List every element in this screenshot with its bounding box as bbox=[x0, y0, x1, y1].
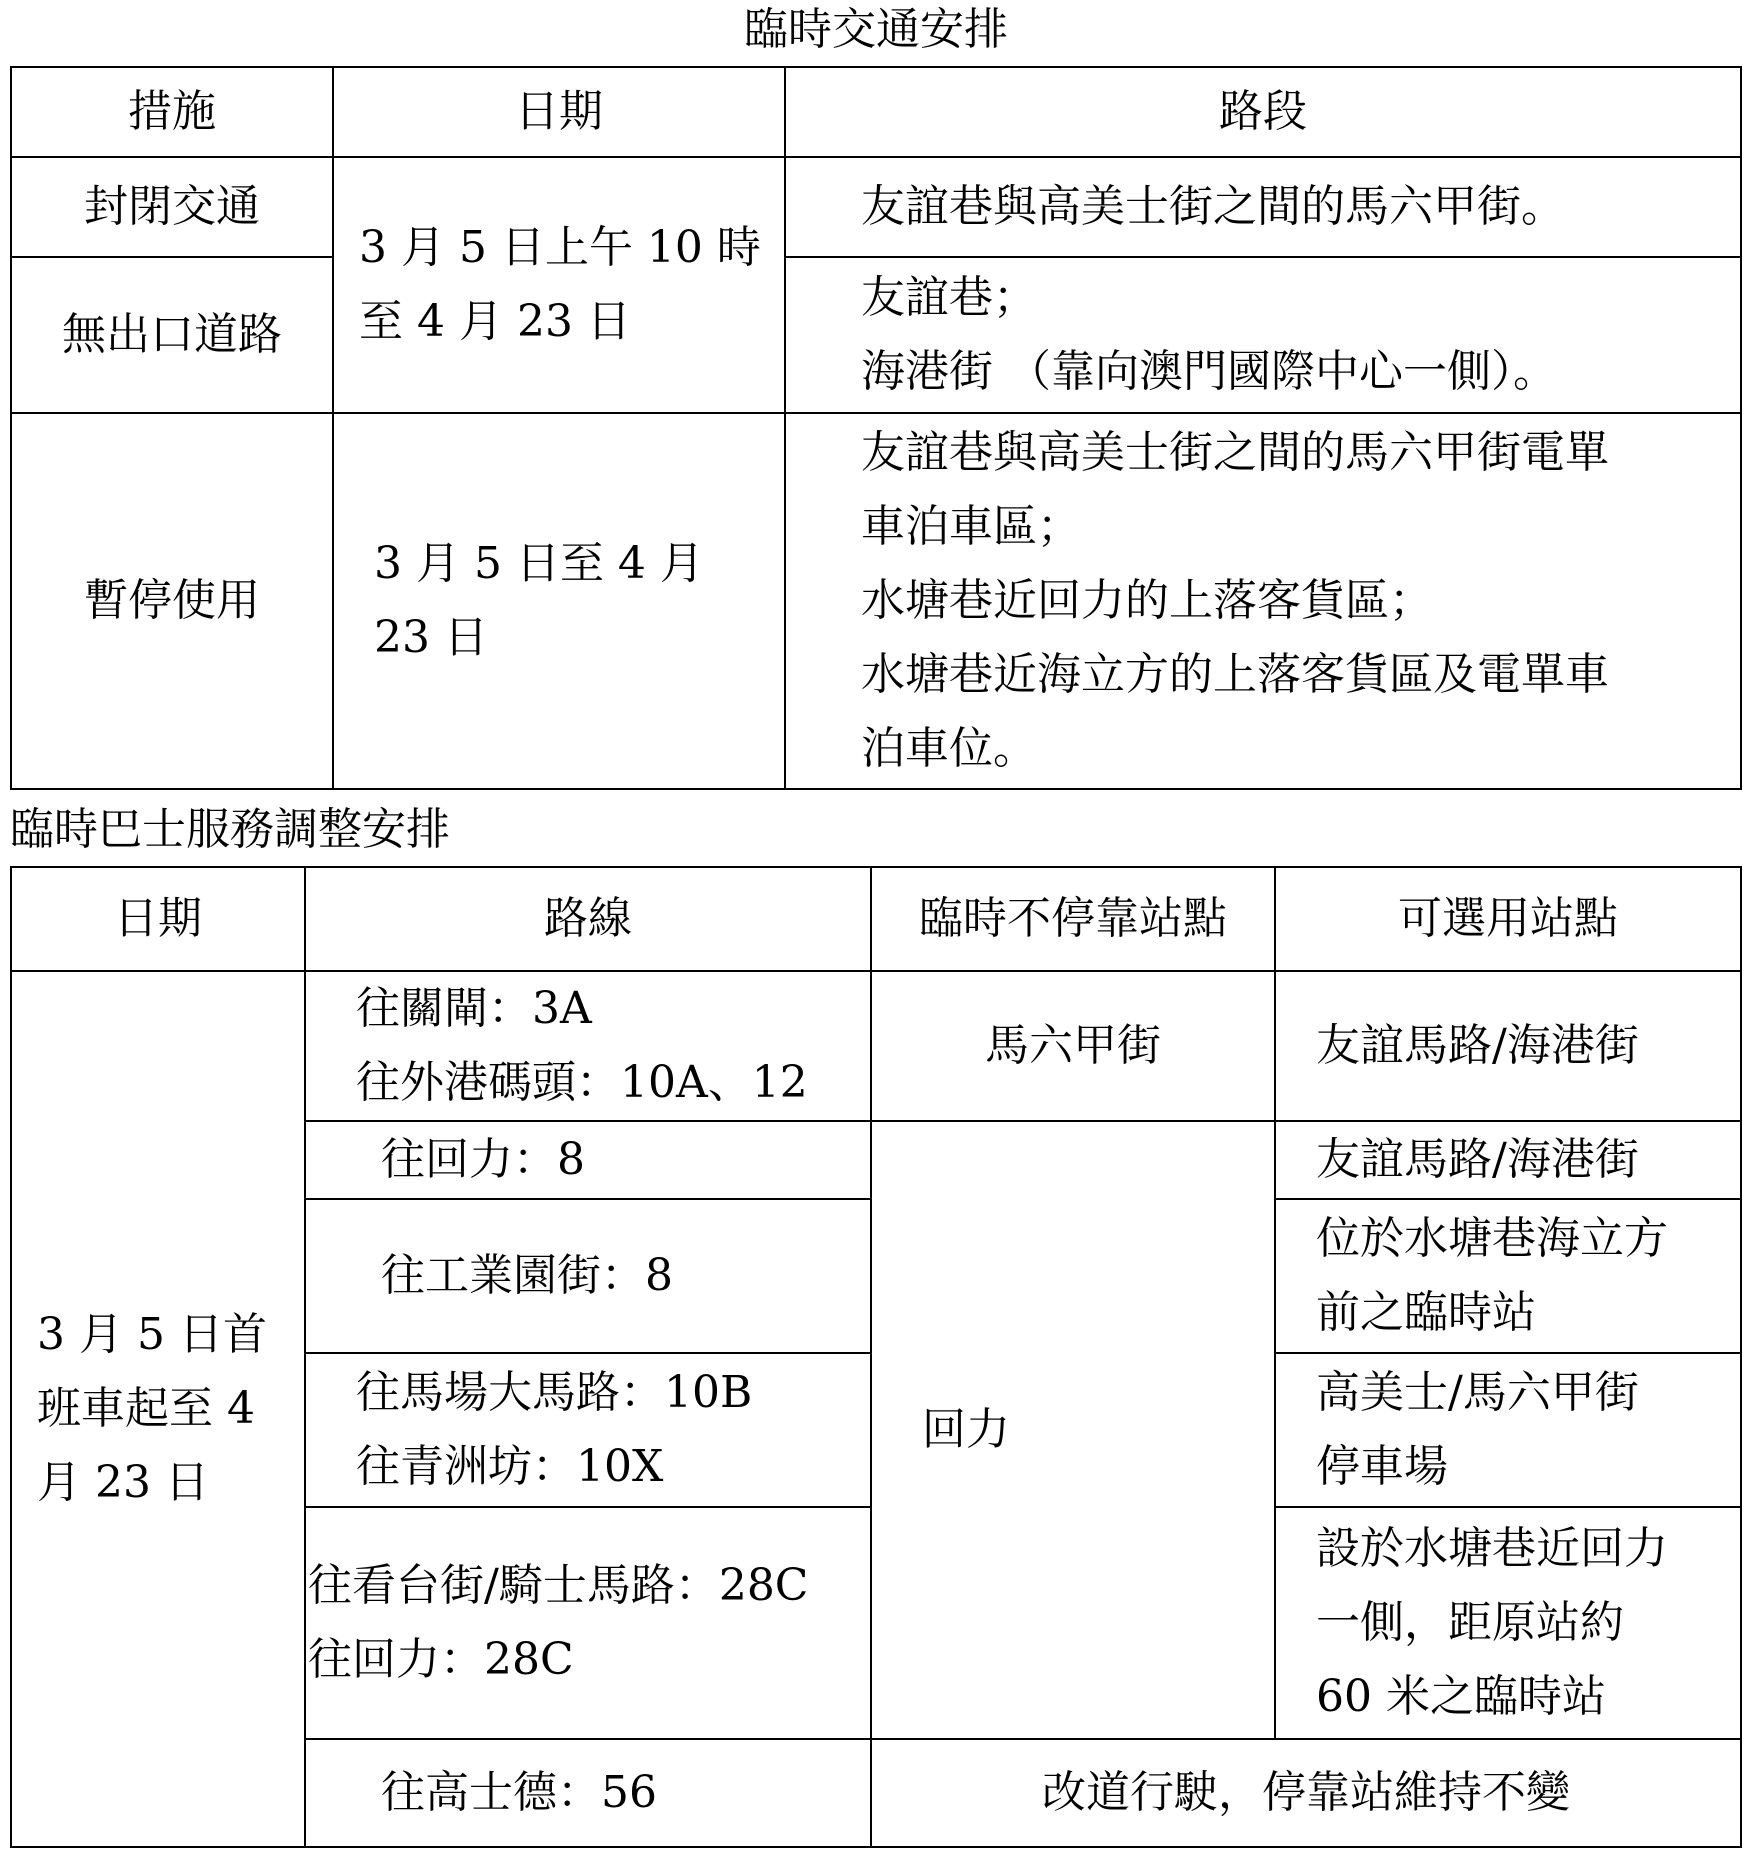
route-cell bbox=[305, 971, 871, 1121]
section-line: 水塘巷近回力的上落客貨區； bbox=[861, 575, 1433, 626]
header-measure: 措施 bbox=[11, 67, 333, 157]
traffic-row bbox=[11, 257, 1741, 413]
route-cell bbox=[305, 1353, 871, 1507]
section-line: 車泊車區； bbox=[861, 501, 1081, 552]
traffic-row bbox=[11, 413, 1741, 789]
route-line: 往青洲坊：10X bbox=[356, 1441, 664, 1492]
bus-table-title: 臨時巴士服務調整安排 bbox=[10, 804, 450, 855]
date-cell bbox=[11, 971, 305, 1847]
header-section: 路段 bbox=[785, 67, 1741, 157]
bus-row bbox=[11, 971, 1741, 1121]
route-cell bbox=[305, 1739, 871, 1847]
alt-stop-line: 停車場 bbox=[1316, 1441, 1448, 1492]
section-line: 水塘巷近海立方的上落客貨區及電單車 bbox=[861, 649, 1609, 700]
route-line: 往馬場大馬路：10B bbox=[356, 1367, 753, 1418]
route-line: 往工業園街：8 bbox=[381, 1250, 673, 1301]
traffic-table-title: 臨時交通安排 bbox=[744, 4, 1008, 55]
route-cell bbox=[305, 1507, 871, 1739]
measure-cell: 暫停使用 bbox=[11, 413, 333, 789]
section-cell bbox=[785, 157, 1741, 257]
reroute-note-cell: 改道行駛，停靠站維持不變 bbox=[871, 1739, 1741, 1847]
route-cell bbox=[305, 1121, 871, 1199]
measure-cell: 封閉交通 bbox=[11, 157, 333, 257]
bus-header-row bbox=[11, 867, 1741, 971]
alt-stop-cell bbox=[1275, 1121, 1741, 1199]
section-line: 泊車位。 bbox=[861, 723, 1037, 774]
skip-stop-cell: 馬六甲街 bbox=[871, 971, 1275, 1121]
date-cell bbox=[333, 157, 785, 413]
alt-stop-cell bbox=[1275, 1353, 1741, 1507]
section-cell bbox=[785, 413, 1741, 789]
alt-stop-line: 友誼馬路/海港街 bbox=[1316, 1020, 1639, 1071]
section-line: 友誼巷； bbox=[861, 272, 1037, 323]
route-line: 往回力：8 bbox=[381, 1134, 585, 1185]
bus-table bbox=[10, 866, 1742, 1848]
date-line: 3 月 5 日上午 10 時 bbox=[359, 222, 761, 273]
alt-stop-line: 高美士/馬六甲街 bbox=[1316, 1367, 1639, 1418]
header-skip-stop: 臨時不停靠站點 bbox=[871, 867, 1275, 971]
alt-stop-cell bbox=[1275, 1507, 1741, 1739]
alt-stop-line: 位於水塘巷海立方 bbox=[1316, 1213, 1668, 1264]
header-date: 日期 bbox=[333, 67, 785, 157]
alt-stop-cell bbox=[1275, 1199, 1741, 1353]
alt-stop-line: 60 米之臨時站 bbox=[1316, 1671, 1606, 1722]
route-line: 往高士德：56 bbox=[381, 1767, 657, 1818]
alt-stop-cell bbox=[1275, 971, 1741, 1121]
header-route: 路線 bbox=[305, 867, 871, 971]
header-date: 日期 bbox=[11, 867, 305, 971]
header-alt-stop: 可選用站點 bbox=[1275, 867, 1741, 971]
alt-stop-line: 友誼馬路/海港街 bbox=[1316, 1134, 1639, 1185]
route-line: 往關閘：3A bbox=[356, 983, 592, 1034]
alt-stop-line: 設於水塘巷近回力 bbox=[1316, 1523, 1668, 1574]
date-line: 3 月 5 日首 bbox=[37, 1309, 267, 1360]
date-cell bbox=[333, 413, 785, 789]
date-line: 班車起至 4 bbox=[37, 1383, 255, 1434]
traffic-table bbox=[10, 66, 1742, 790]
section-line: 海港街 （靠向澳門國際中心一側）。 bbox=[861, 346, 1557, 397]
route-line: 往回力：28C bbox=[308, 1634, 574, 1685]
traffic-row bbox=[11, 157, 1741, 257]
traffic-header-row bbox=[11, 67, 1741, 157]
date-line: 23 日 bbox=[374, 612, 488, 663]
skip-stop-cell: 回力 bbox=[871, 1121, 1275, 1739]
alt-stop-line: 前之臨時站 bbox=[1316, 1287, 1536, 1338]
section-line: 友誼巷與高美士街之間的馬六甲街電單 bbox=[861, 427, 1609, 478]
route-line: 往外港碼頭：10A、12 bbox=[356, 1057, 808, 1108]
route-line: 往看台街/騎士馬路：28C bbox=[308, 1560, 809, 1611]
alt-stop-line: 一側，距原站約 bbox=[1316, 1597, 1624, 1648]
date-line: 月 23 日 bbox=[37, 1457, 209, 1508]
section-line: 友誼巷與高美士街之間的馬六甲街。 bbox=[861, 181, 1565, 232]
date-line: 至 4 月 23 日 bbox=[359, 296, 631, 347]
section-cell bbox=[785, 257, 1741, 413]
date-line: 3 月 5 日至 4 月 bbox=[374, 538, 704, 589]
route-cell bbox=[305, 1199, 871, 1353]
measure-cell: 無出口道路 bbox=[11, 257, 333, 413]
